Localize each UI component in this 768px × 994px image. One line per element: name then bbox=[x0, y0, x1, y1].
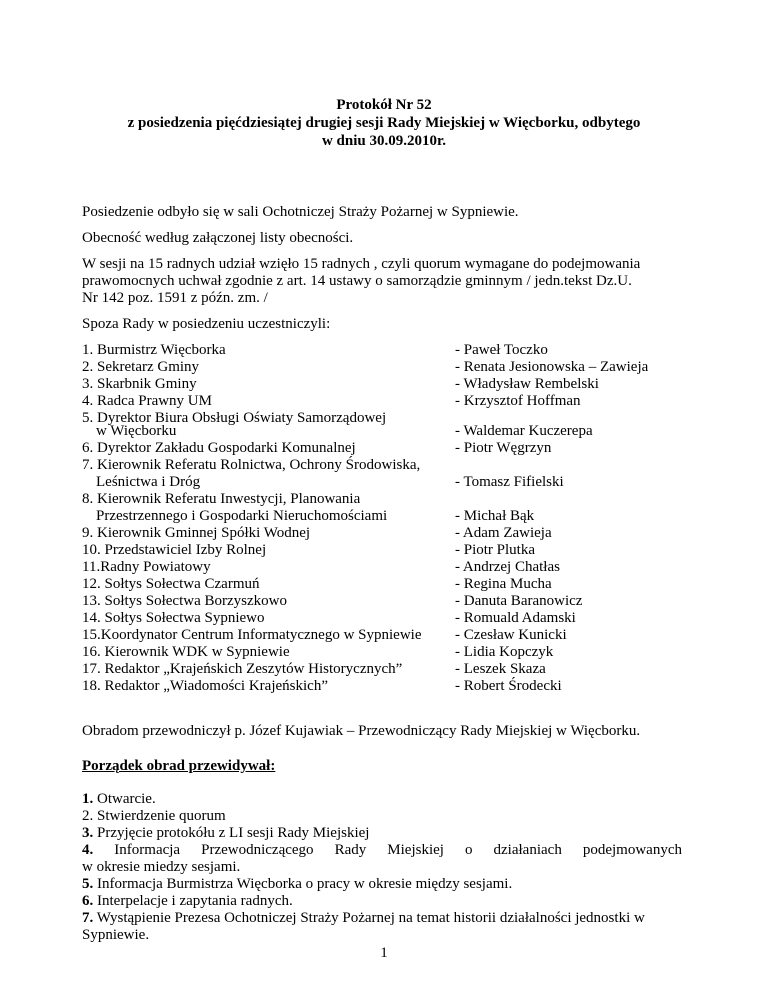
attendee-name: - Leszek Skaza bbox=[455, 661, 546, 677]
attendee-role: Przestrzennego i Gospodarki Nieruchomościami bbox=[96, 508, 388, 524]
attendee-name bbox=[455, 491, 755, 508]
agenda-item: 4. Informacja Przewodniczącego Rady Miejskiej o działaniach podejmowanych bbox=[82, 842, 682, 858]
quorum-line: W sesji na 15 radnych udział wzięło 15 radnych , czyli quorum wymagane do podejmowania bbox=[82, 256, 641, 272]
attendee-name: - Romuald Adamski bbox=[455, 610, 576, 626]
attendee-name: - Piotr Plutka bbox=[455, 542, 536, 558]
quorum-line: prawomocnych uchwał zgodnie z art. 14 ustawy o samorządzie gminnym / jedn.tekst Dz.U. bbox=[82, 273, 632, 289]
attendee-name: - Krzysztof Hoffman bbox=[455, 393, 581, 409]
quorum-line: Nr 142 poz. 1591 z późn. zm. / bbox=[82, 290, 268, 306]
attendee-role: 9. Kierownik Gminnej Spółki Wodnej bbox=[82, 525, 311, 541]
attendee-role: 6. Dyrektor Zakładu Gospodarki Komunalnej bbox=[82, 440, 356, 456]
agenda-item: 5. Informacja Burmistrza Więcborka o pracy w okresie między sesjami. bbox=[82, 876, 513, 892]
attendee-role: 14. Sołtys Sołectwa Sypniewo bbox=[82, 610, 265, 626]
attendee-role: 1. Burmistrz Więcborka bbox=[82, 342, 226, 358]
attendee-role: Leśnictwa i Dróg bbox=[96, 474, 201, 490]
attendee-role: 4. Radca Prawny UM bbox=[82, 393, 212, 409]
page-number: 1 bbox=[380, 945, 388, 961]
attendee-name: - Regina Mucha bbox=[455, 576, 552, 592]
agenda-title: Porządek obrad przewidywał: bbox=[82, 758, 276, 774]
attendee-name: - Renata Jesionowska – Zawieja bbox=[455, 359, 649, 375]
attendee-roles-a bbox=[82, 342, 462, 427]
chair-paragraph: Obradom przewodniczył p. Józef Kujawiak – Przewodniczący Rady Miejskiej w Więcborku. bbox=[82, 723, 641, 739]
agenda-item: 2. Stwierdzenie quorum bbox=[82, 808, 226, 824]
protocol-title: Protokół Nr 52 bbox=[336, 97, 432, 113]
attendee-role: 12. Sołtys Sołectwa Czarmuń bbox=[82, 576, 260, 592]
attendee-name: - Tomasz Fifielski bbox=[455, 474, 564, 490]
guests-intro: Spoza Rady w posiedzeniu uczestniczyli: bbox=[82, 316, 331, 332]
agenda-item: Sypniewie. bbox=[82, 927, 150, 943]
attendee-name: - Władysław Rembelski bbox=[455, 376, 599, 392]
attendee-role: 7. Kierownik Referatu Rolnictwa, Ochrony Środowiska, bbox=[82, 457, 421, 473]
attendee-name: - Adam Zawieja bbox=[455, 525, 552, 541]
attendee-role: 8. Kierownik Referatu Inwestycji, Planowania bbox=[82, 491, 361, 507]
attendee-role: 5. Dyrektor Biura Obsługi Oświaty Samorządowej bbox=[82, 410, 387, 426]
attendee-name: - Piotr Węgrzyn bbox=[455, 440, 552, 456]
attendee-role: 16. Kierownik WDK w Sypniewie bbox=[82, 644, 290, 660]
attendee-role: 15.Koordynator Centrum Informatycznego w Sypniewie bbox=[82, 627, 422, 643]
agenda-list bbox=[82, 791, 682, 944]
agenda-item: 1. Otwarcie. bbox=[82, 791, 156, 807]
attendee-name: - Lidia Kopczyk bbox=[455, 644, 554, 660]
attendee-names-a bbox=[455, 342, 755, 410]
agenda-item: 7. Wystąpienie Prezesa Ochotniczej Straży Pożarnej na temat historii działalności jednostki w bbox=[82, 910, 645, 926]
quorum-paragraph bbox=[82, 256, 682, 307]
protocol-date: w dniu 30.09.2010r. bbox=[321, 133, 447, 149]
attendee-role: 13. Sołtys Sołectwa Borzyszkowo bbox=[82, 593, 287, 609]
attendee-role: 18. Redaktor „Wiadomości Krajeńskich” bbox=[82, 678, 328, 694]
attendee-name: - Robert Środecki bbox=[455, 678, 562, 694]
attendee-roles-b bbox=[82, 423, 462, 695]
attendee-role: w Więcborku bbox=[96, 423, 177, 439]
attendee-name: - Paweł Toczko bbox=[455, 342, 548, 358]
attendee-role: 17. Redaktor „Krajeńskich Zeszytów Historycznych” bbox=[82, 661, 403, 677]
attendee-names-b bbox=[455, 423, 755, 695]
attendee-role: 11.Radny Powiatowy bbox=[82, 559, 211, 575]
attendee-role: 10. Przedstawiciel Izby Rolnej bbox=[82, 542, 267, 558]
attendee-name: - Danuta Baranowicz bbox=[455, 593, 583, 609]
attendee-role: 3. Skarbnik Gminy bbox=[82, 376, 197, 392]
protocol-header bbox=[0, 96, 768, 150]
location-paragraph: Posiedzenie odbyło się w sali Ochotniczej Straży Pożarnej w Sypniewie. bbox=[82, 204, 519, 220]
attendee-name: - Czesław Kunicki bbox=[455, 627, 567, 643]
attendee-name: - Waldemar Kuczerepa bbox=[455, 423, 593, 439]
agenda-item: 3. Przyjęcie protokółu z LI sesji Rady Miejskiej bbox=[82, 825, 370, 841]
protocol-subtitle: z posiedzenia pięćdziesiątej drugiej sesji Rady Miejskiej w Więcborku, odbytego bbox=[127, 115, 641, 131]
attendee-name: - Michał Bąk bbox=[455, 508, 535, 524]
attendance-paragraph: Obecność według załączonej listy obecności. bbox=[82, 230, 354, 246]
attendee-role: 2. Sekretarz Gminy bbox=[82, 359, 200, 375]
attendee-name: - Andrzej Chatłas bbox=[455, 559, 560, 575]
attendee-name bbox=[455, 457, 755, 474]
agenda-item: 6. Interpelacje i zapytania radnych. bbox=[82, 893, 293, 909]
agenda-item: w okresie miedzy sesjami. bbox=[82, 859, 241, 875]
